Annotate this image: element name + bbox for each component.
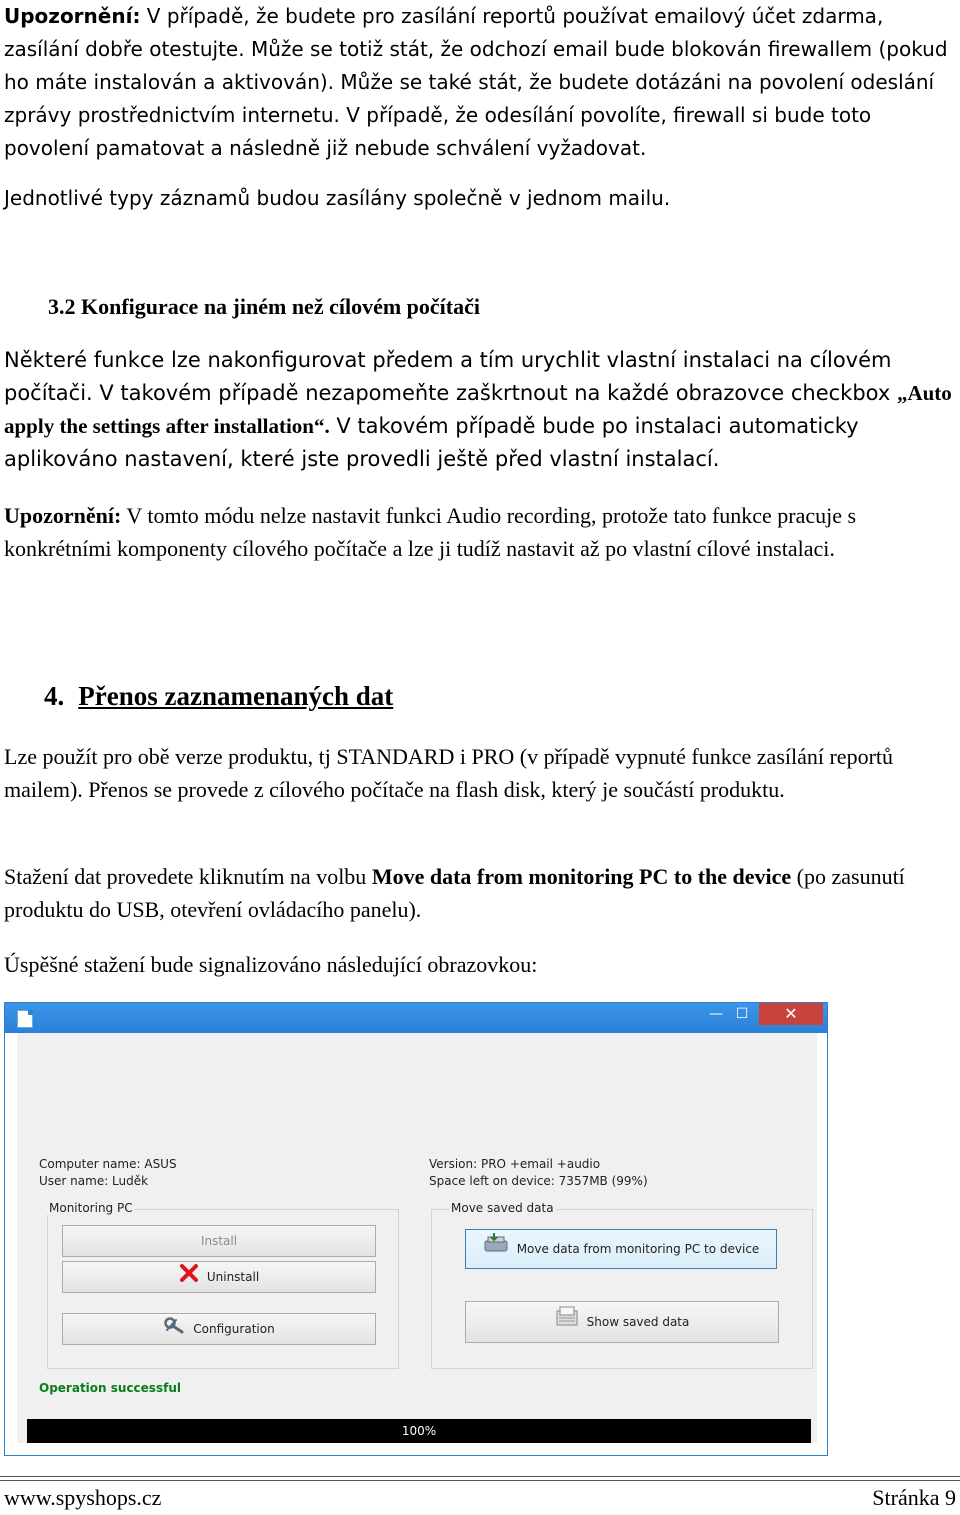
warning-text: V případě, že budete pro zasílání reportů používat emailový účet zdarma, zasílání dobře otestujte. Může se totiž stát, že odchozí email bude blokován firewallem (pokud ho máte instalován a aktivován). Může se také stát, že budete dotázáni na povolení odeslání zprávy prostřednictvím internetu. V případě, že odesílání povolíte, firewall si bude toto povolení pamatovat a následně již nebude schválení vyžadovat.	[4, 4, 948, 160]
uninstall-button[interactable]	[62, 1261, 376, 1293]
user-name: User name: Luděk	[39, 1174, 149, 1188]
warning-paragraph-1	[4, 0, 959, 165]
tools-icon	[163, 1315, 185, 1345]
app-icon	[17, 1010, 33, 1028]
usb-drive-icon	[483, 1231, 509, 1269]
configuration-label: Configuration	[193, 1322, 275, 1336]
progress-text: 100%	[401, 1424, 437, 1438]
footer-divider	[0, 1476, 960, 1481]
computer-name: Computer name: ASUS	[39, 1157, 177, 1171]
install-button[interactable]: Install	[62, 1225, 376, 1257]
warning-paragraph-2	[4, 499, 959, 565]
version-info: Version: PRO +email +audio	[429, 1157, 601, 1171]
window-titlebar	[5, 1003, 827, 1033]
config-text-bold: „Auto apply the settings after installation“.	[4, 381, 952, 438]
progress-bar	[27, 1419, 811, 1443]
paragraph-success: Úspěšné stažení bude signalizováno následující obrazovkou:	[4, 952, 538, 977]
show-saved-data-button[interactable]	[465, 1301, 779, 1343]
space-left: Space left on device: 7357MB (99%)	[429, 1174, 648, 1188]
minimize-button[interactable]: —	[709, 1006, 723, 1022]
download-text-a: Stažení dat provedete kliknutím na volbu	[4, 864, 372, 889]
section-title: Přenos zaznamenaných dat	[78, 681, 394, 711]
status-message: Operation successful	[39, 1381, 181, 1395]
monitoring-pc-label: Monitoring PC	[49, 1201, 133, 1215]
warning-label: Upozornění:	[4, 4, 141, 28]
paragraph-transfer: Lze použít pro obě verze produktu, tj STANDARD i PRO (v případě vypnuté funkce zasílání reportů mailem). Přenos se provede z cílového počítače na flash disk, který je součástí produktu.	[4, 744, 894, 802]
download-text-b: (po zasunutí produktu do USB, otevření ovládacího panelu).	[4, 864, 905, 922]
paragraph-download	[4, 860, 959, 926]
move-data-label: Move data from monitoring PC to device	[516, 1242, 760, 1256]
document-stack-icon	[555, 1303, 579, 1343]
section-heading-4	[44, 680, 393, 713]
section-number: 4.	[44, 681, 65, 711]
download-text-bold: Move data from monitoring PC to the device	[371, 864, 792, 889]
show-saved-data-label: Show saved data	[586, 1315, 690, 1329]
red-x-icon	[179, 1263, 199, 1293]
paragraph-records: Jednotlivé typy záznamů budou zasílány společně v jednom mailu.	[4, 186, 671, 210]
maximize-button[interactable]: ☐	[735, 1006, 749, 1022]
move-saved-data-label: Move saved data	[451, 1201, 554, 1215]
configuration-button[interactable]	[62, 1313, 376, 1345]
warning-text-2: V tomto módu nelze nastavit funkci Audio recording, protože tato funkce pracuje s konkrétními komponenty cílového počítače a lze ji tudíž nastavit až po vlastní cílové instalaci.	[4, 503, 857, 561]
paragraph-config	[4, 344, 959, 476]
section-heading-3-2: 3.2 Konfigurace na jiném než cílovém počítači	[48, 294, 480, 319]
config-text-a: Některé funkce lze nakonfigurovat předem a tím urychlit vlastní instalaci na cílovém počítači. V takovém případě nezapomeňte zaškrtnout na každé obrazovce checkbox	[4, 348, 897, 405]
uninstall-label: Uninstall	[206, 1270, 260, 1284]
warning-label-2: Upozornění:	[4, 503, 122, 528]
config-text-b: V takovém případě bude po instalaci automaticky aplikováno nastavení, které jste provedli ještě před vlastní instalací.	[4, 414, 859, 471]
close-button[interactable]: ✕	[759, 1003, 823, 1025]
footer-page-number: Stránka 9	[872, 1485, 956, 1510]
footer-website: www.spyshops.cz	[4, 1485, 162, 1510]
window-client	[17, 1033, 817, 1443]
move-data-button[interactable]	[465, 1229, 777, 1269]
app-window	[4, 1002, 828, 1456]
